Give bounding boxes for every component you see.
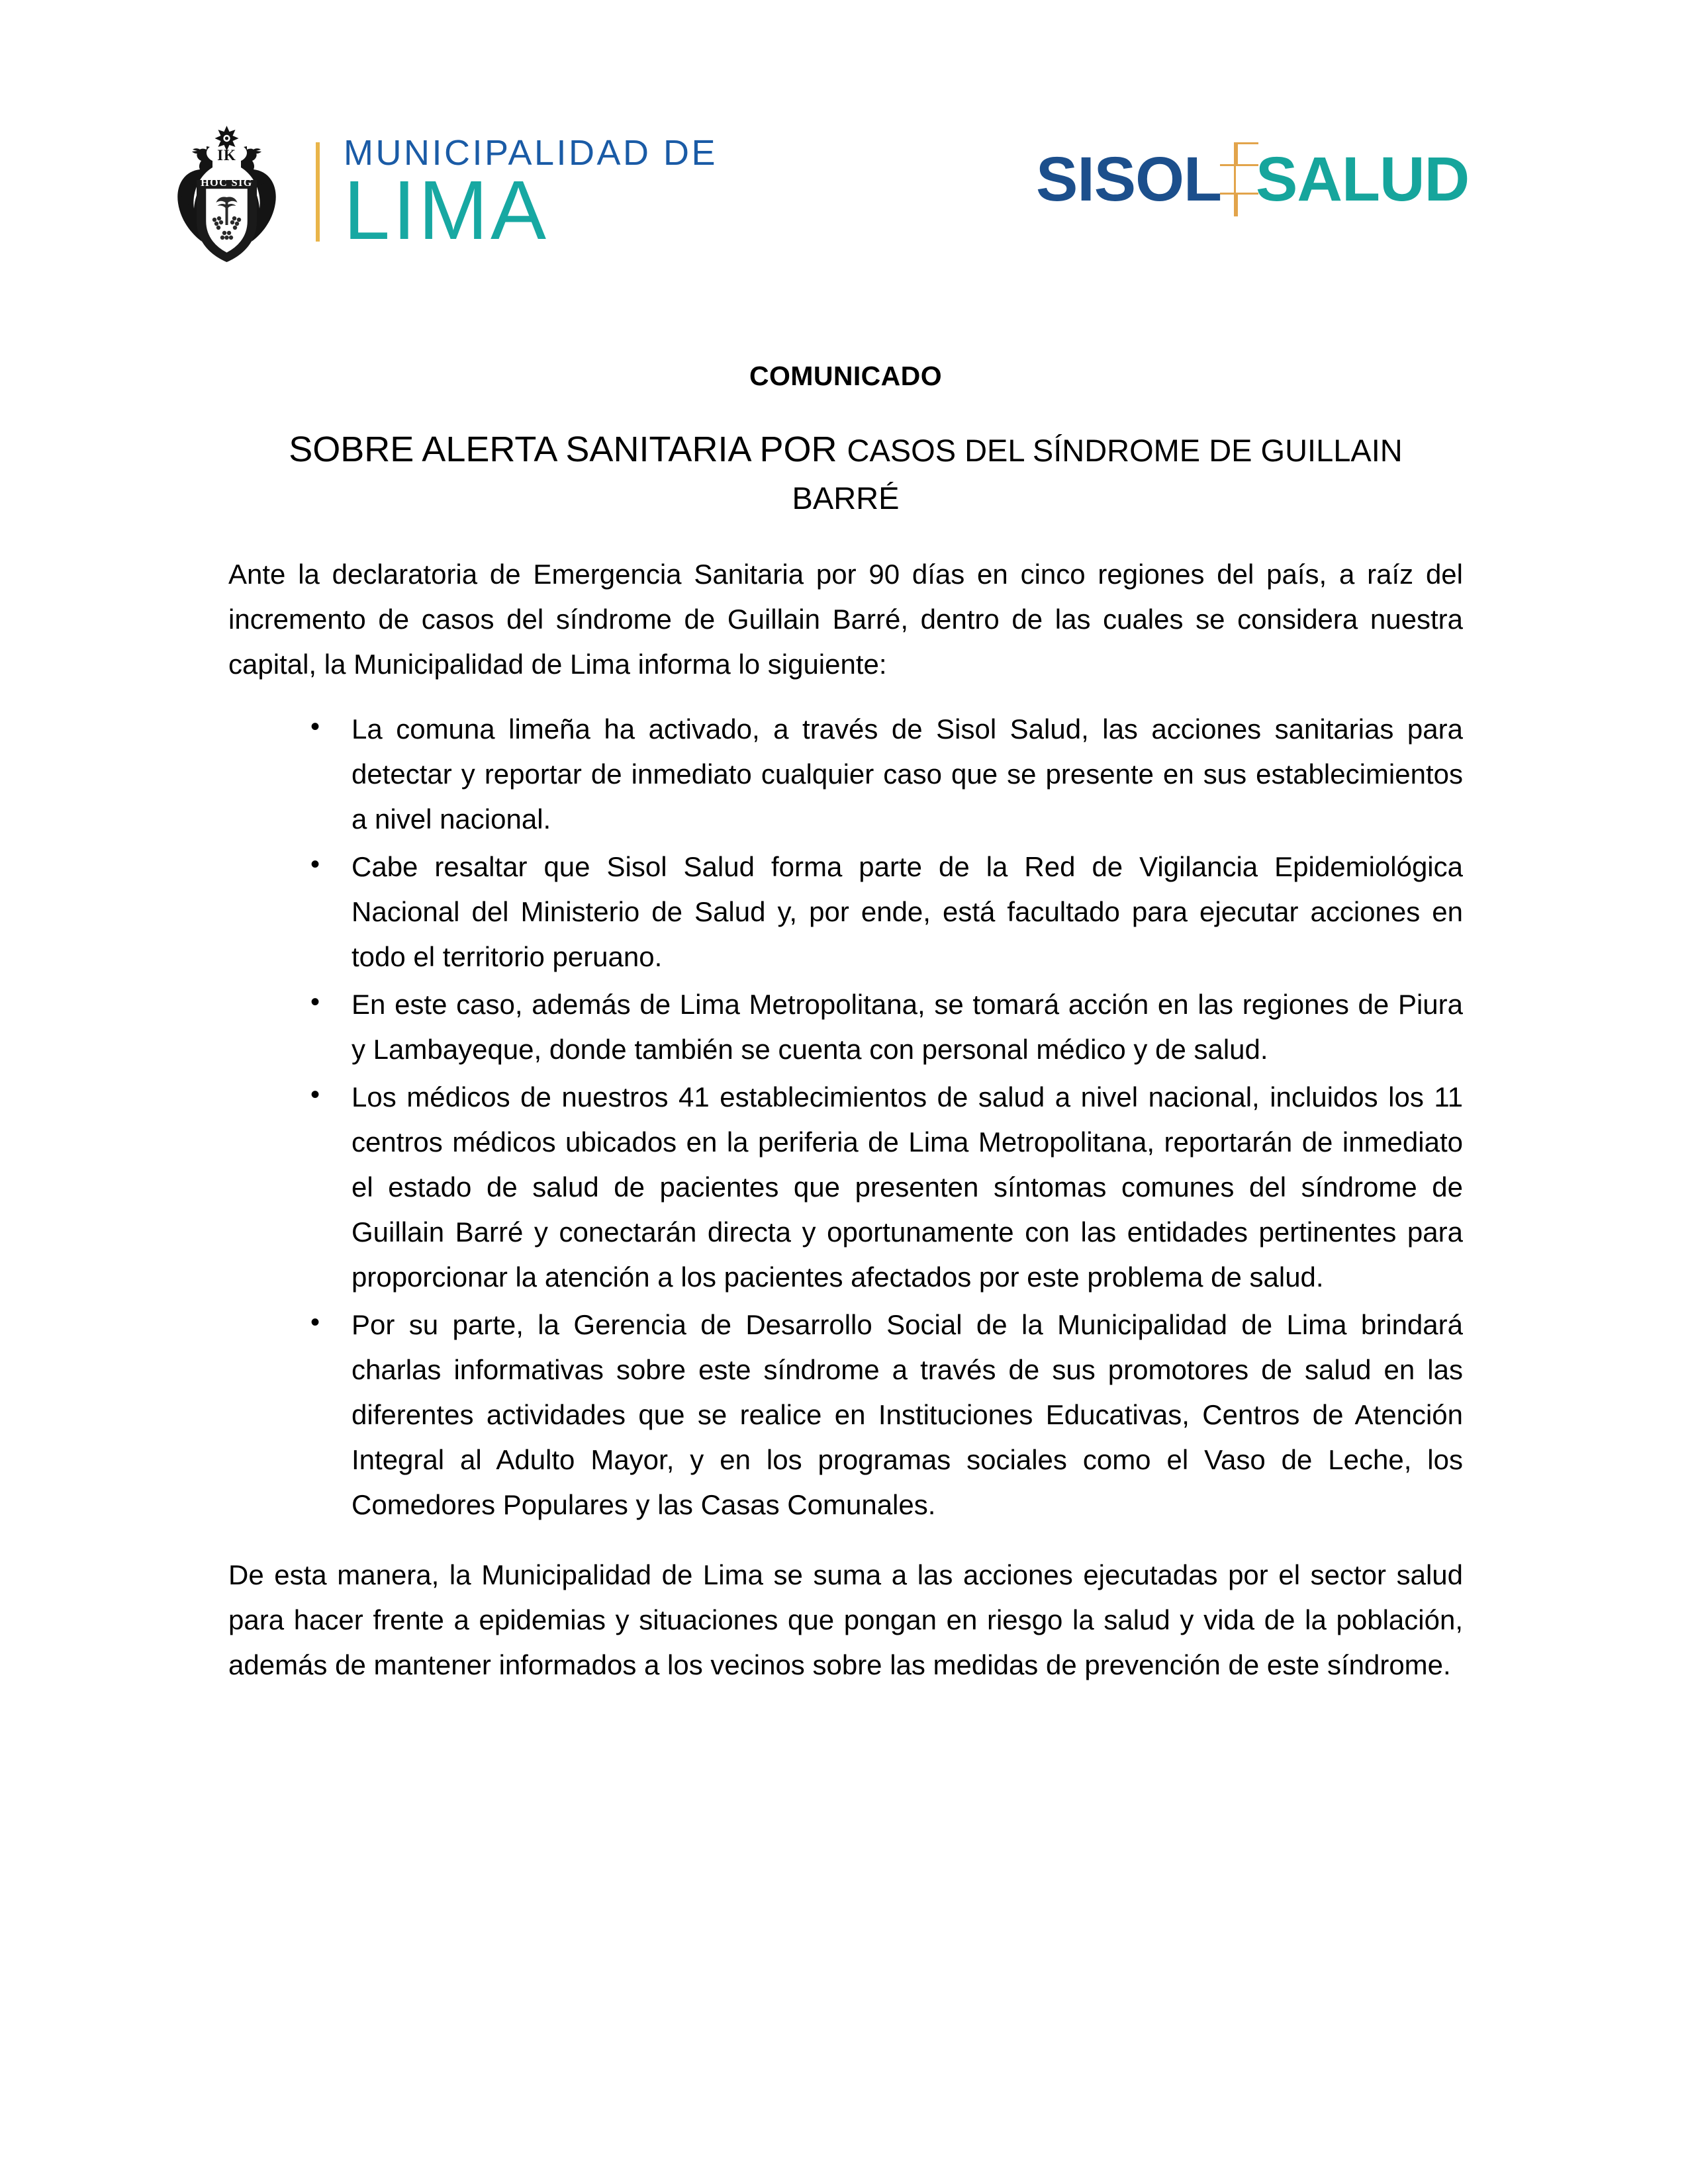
logo-divider (316, 142, 320, 242)
kicker-comunicado: COMUNICADO (749, 361, 942, 391)
lima-coat-of-arms-icon (165, 119, 288, 265)
list-item: • Los médicos de nuestros 41 establecimientos de salud a nivel nacional, incluidos los 11 centros médicos ubicados en la periferia de Lima Metropolitana, reportarán de inmediato el estado de salud de pacientes que presenten síntomas comunes del síndrome de Guillain Barré y conectarán directa y oportunamente con las entidades pertinentes para proporcionar la atención a los pacientes afectados por este problema de salud. (306, 1075, 1463, 1300)
svg-text:IK: IK (217, 147, 236, 163)
list-item: • La comuna limeña ha activado, a través de Sisol Salud, las acciones sanitarias para detectar y reportar de inmediato cualquier caso que se presente en sus establecimientos a nivel nacional. (306, 707, 1463, 842)
closing-paragraph: De esta manera, la Municipalidad de Lima se suma a las acciones ejecutadas por el sector salud para hacer frente a epidemias y situaciones que pongan en riesgo la salud y vida de la población, además de mantener informados a los vecinos sobre las medidas de prevención de este síndrome. (228, 1559, 1463, 1681)
page-title (228, 426, 1463, 522)
sisol-wordmark: SISOL (1036, 144, 1222, 214)
municipalidad-de-lima-logo (165, 113, 718, 271)
sisol-salud-logo (1036, 136, 1469, 222)
medical-cross-icon (1220, 142, 1258, 216)
list-item: • Cabe resaltar que Sisol Salud forma parte de la Red de Vigilancia Epidemiológica Nacional del Ministerio de Salud y, por ende, está facultado para ejecutar acciones en todo el territorio peruano. (306, 844, 1463, 979)
page-title-major: SOBRE ALERTA SANITARIA POR (289, 430, 847, 469)
page-title-minor: CASOS DEL SÍNDROME DE GUILLAIN BARRÉ (792, 433, 1403, 516)
lima-wordmark-main: LIMA (344, 163, 549, 257)
lima-wordmark-top: MUNICIPALIDAD DE (344, 133, 718, 173)
list-item: • En este caso, además de Lima Metropolitana, se tomará acción en las regiones de Piura y Lambayeque, donde también se cuenta con personal médico y de salud. (306, 982, 1463, 1072)
lima-wordmark (344, 133, 718, 257)
list-item: • Por su parte, la Gerencia de Desarrollo Social de la Municipalidad de Lima brindará charlas informativas sobre este síndrome a través de sus promotores de salud en las diferentes actividades que se realice en Instituciones Educativas, Centros de Atención Integral al Adulto Mayor, y en los programas sociales como el Vaso de Leche, los Comedores Populares y las Casas Comunales. (306, 1302, 1463, 1527)
document-body (228, 361, 1463, 1707)
svg-text:HOC SIG: HOC SIG (201, 177, 253, 189)
measures-list (228, 707, 1463, 1528)
intro-paragraph: Ante la declaratoria de Emergencia Sanitaria por 90 días en cinco regiones del país, a raíz del incremento de casos del síndrome de Guillain Barré, dentro de las cuales se considera nuestra capital, la Municipalidad de Lima informa lo siguiente: (228, 558, 1463, 680)
document-header (0, 113, 1688, 285)
salud-wordmark: SALUD (1256, 144, 1470, 214)
